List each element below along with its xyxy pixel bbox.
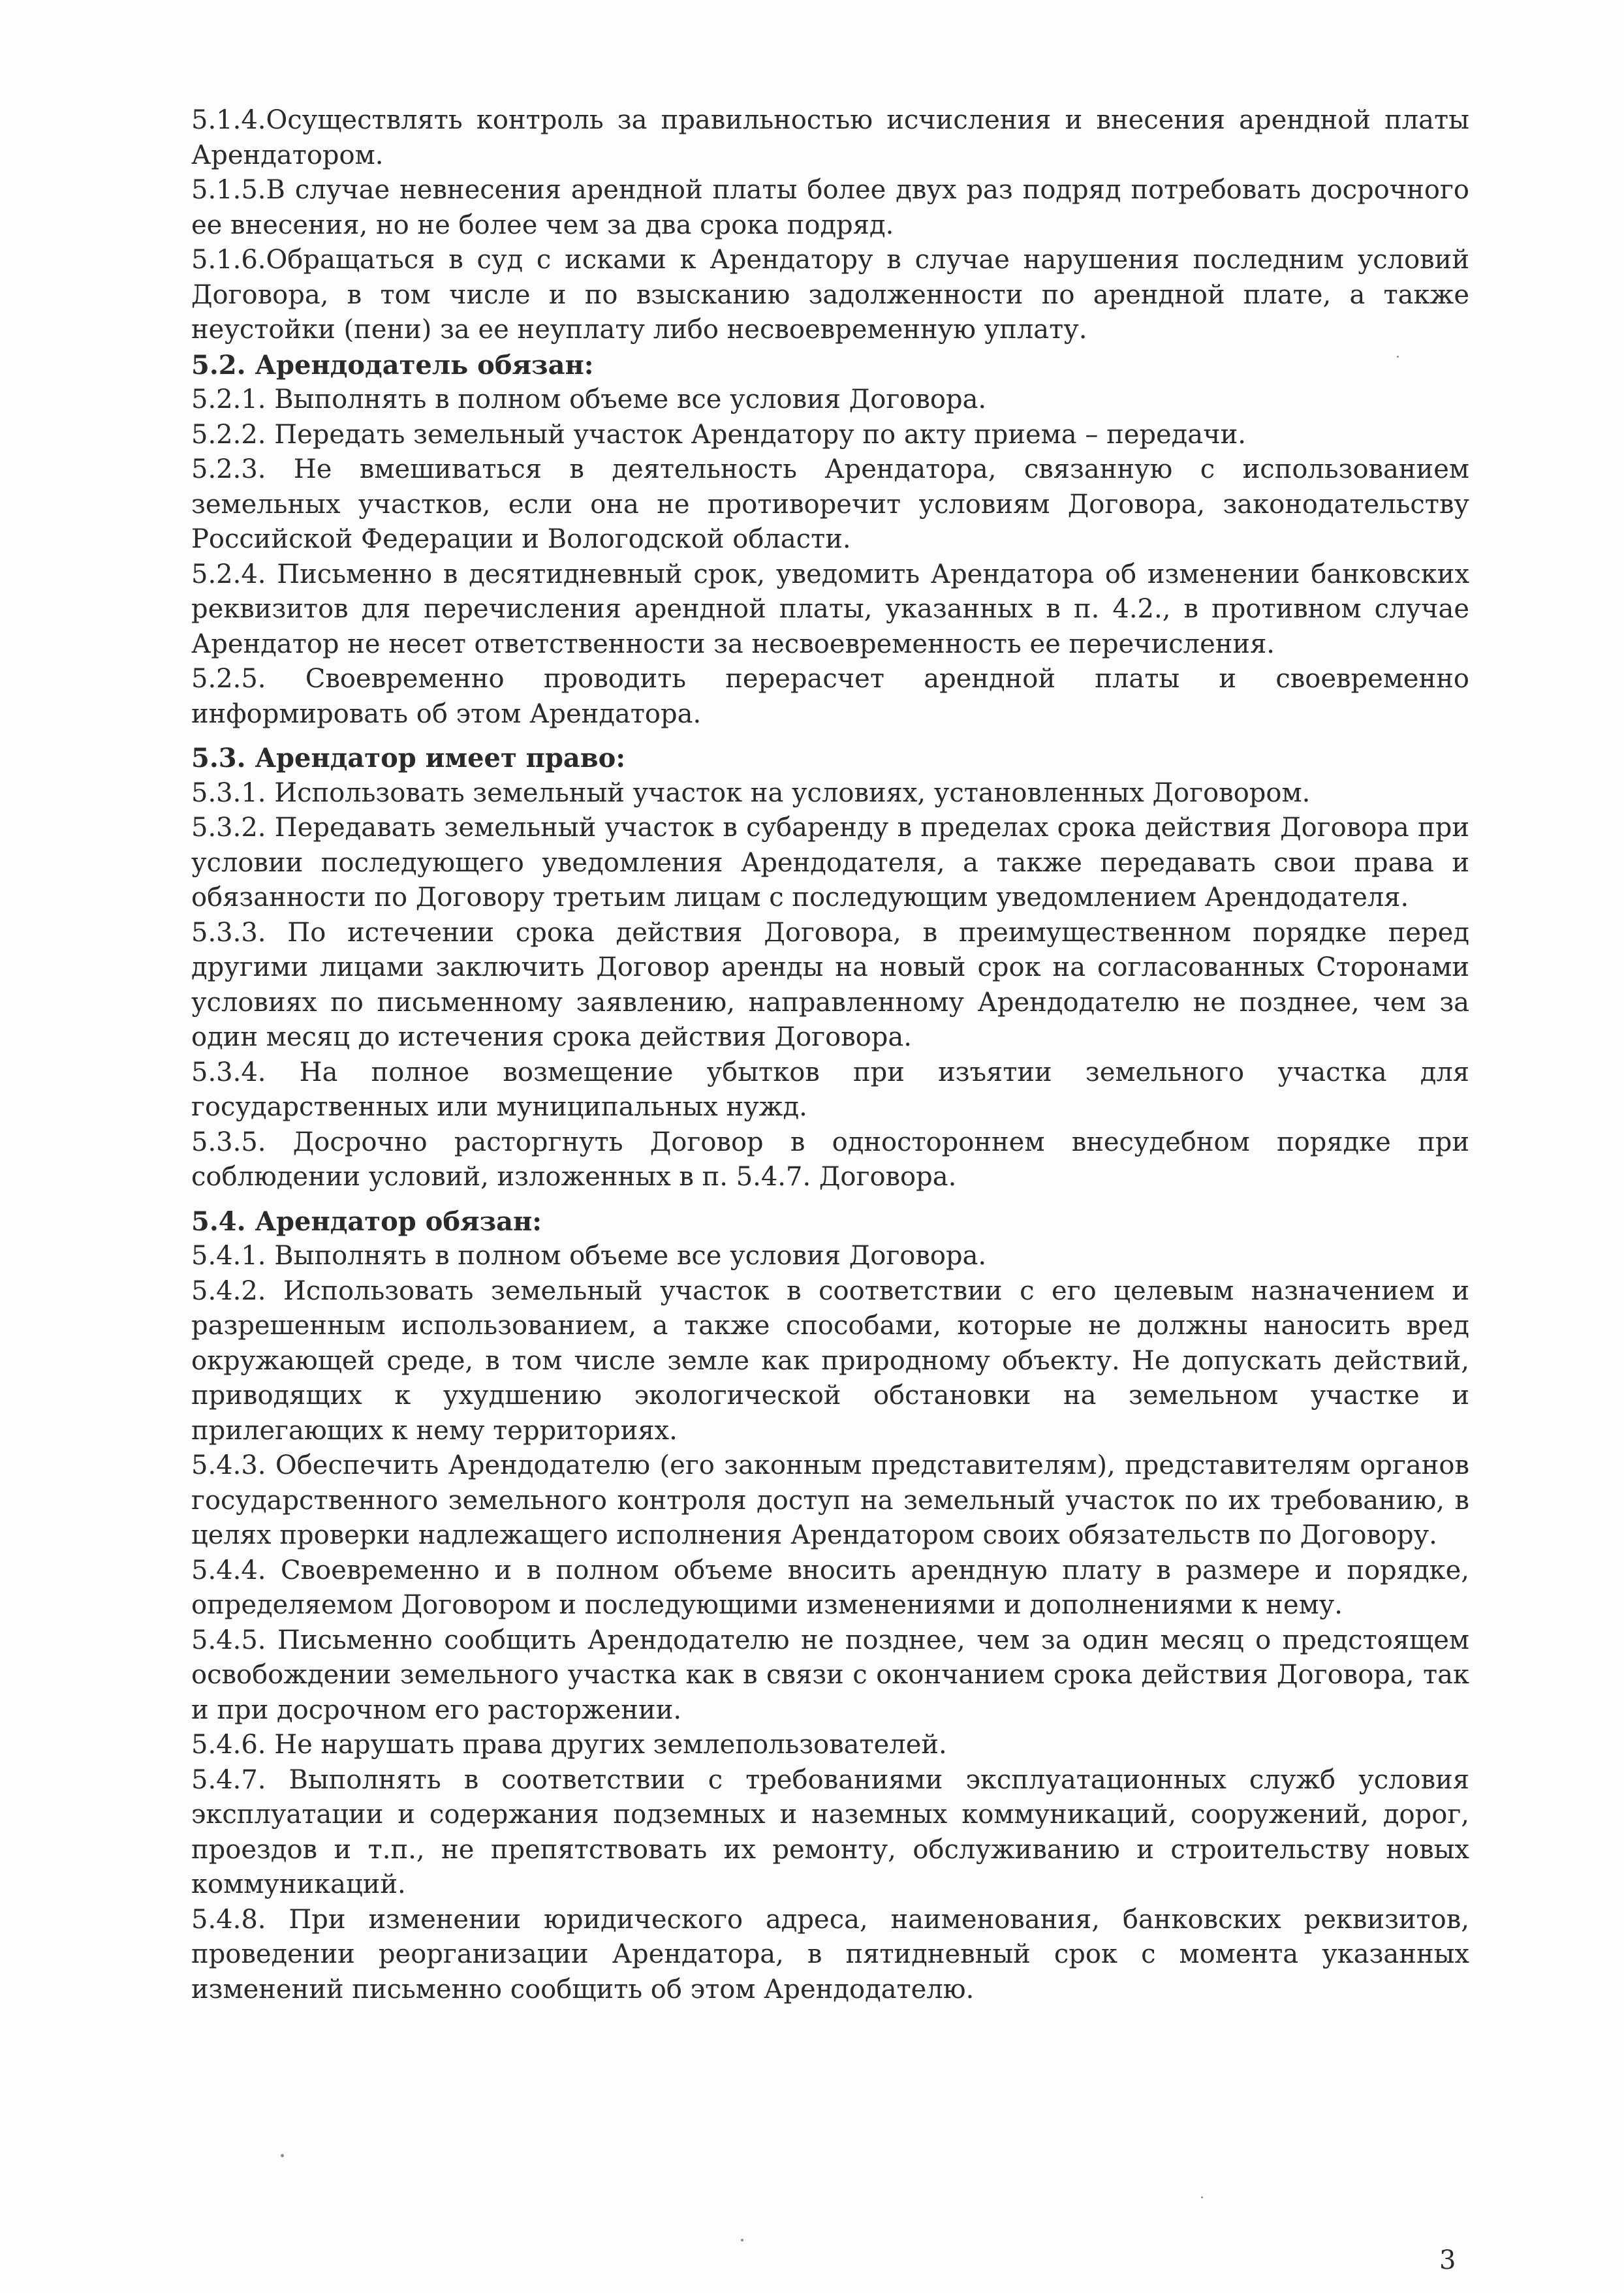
clause-5-2-1: 5.2.1. Выполнять в полном объеме все условия Договора. (191, 384, 987, 414)
clause-5-4-1: 5.4.1. Выполнять в полном объеме все условия Договора. (191, 1241, 987, 1271)
scan-speck (741, 2239, 743, 2241)
clause-5-4-2: 5.4.2. Использовать земельный участок в соответствии с его целевым назначением и разрешенным использованием, а также способами, которые не должны наносить вред окружающей среде, в том числе земле как природному объекту. Не допускать действий, приводящих к ухудшению экологической обстановки на земельном участке и прилегающих к нему территориях. (191, 1275, 1469, 1446)
clause-5-4-6: 5.4.6. Не нарушать права других землепользователей. (191, 1730, 947, 1760)
scan-speck (281, 2154, 284, 2157)
clause-5-2-5: 5.2.5. Своевременно проводить перерасчет арендной платы и своевременно информировать об этом Арендатора. (191, 664, 1469, 729)
clause-5-3-2: 5.3.2. Передавать земельный участок в субаренду в пределах срока действия Договора при условии последующего уведомления Арендодателя, а также передавать свои права и обязанности по Договору третьим лицам с последующим уведомлением Арендодателя. (191, 813, 1469, 913)
section-heading-5-3: 5.3. Арендатор имеет право: (191, 743, 626, 773)
clause-5-1-5: 5.1.5.В случае невнесения арендной платы более двух раз подряд потребовать досрочного ее внесения, но не более чем за два срока подряд. (191, 175, 1469, 240)
clause-5-3-4: 5.3.4. На полное возмещение убытков при изъятии земельного участка для государственных или муниципальных нужд. (191, 1057, 1469, 1122)
clause-5-4-5: 5.4.5. Письменно сообщить Арендодателю не позднее, чем за один месяц о предстоящем освобождении земельного участка как в связи с окончанием срока действия Договора, так и при досрочном его расторжении. (191, 1625, 1469, 1725)
clause-5-4-7: 5.4.7. Выполнять в соответствии с требованиями эксплуатационных служб условия эксплуатации и содержания подземных и наземных коммуникаций, сооружений, дорог, проездов и т.п., не препятствовать их ремонту, обслуживанию и строительству новых коммуникаций. (191, 1764, 1469, 1899)
clause-5-1-4: 5.1.4.Осуществлять контроль за правильностью исчисления и внесения арендной платы Арендатором. (191, 105, 1469, 170)
section-heading-5-2: 5.2. Арендодатель обязан: (191, 349, 594, 381)
scan-speck (1201, 2196, 1203, 2198)
clause-5-3-5: 5.3.5. Досрочно расторгнуть Договор в одностороннем внесудебном порядке при соблюдении условий, изложенных в п. 5.4.7. Договора. (191, 1127, 1469, 1192)
scan-speck (1397, 356, 1399, 358)
clause-5-3-3: 5.3.3. По истечении срока действия Договора, в преимущественном порядке перед другими лицами заключить Договор аренды на новый срок на согласованных Сторонами условиях по письменному заявлению, направленному Арендодателю не позднее, чем за один месяц до истечения срока действия Договора. (191, 917, 1469, 1052)
clause-5-3-1: 5.3.1. Использовать земельный участок на условиях, установленных Договором. (191, 777, 1311, 808)
clause-5-2-4: 5.2.4. Письменно в десятидневный срок, уведомить Арендатора об изменении банковских реквизитов для перечисления арендной платы, указанных в п. 4.2., в противном случае Арендатор не несет ответственности за несвоевременность ее перечисления. (191, 559, 1469, 659)
page-number: 3 (1439, 2245, 1456, 2275)
document-body (191, 103, 1469, 2007)
clause-5-4-4: 5.4.4. Своевременно и в полном объеме вносить арендную плату в размере и порядке, определяемом Договором и последующими изменениями и дополнениями к нему. (191, 1555, 1469, 1620)
clause-5-2-2: 5.2.2. Передать земельный участок Арендатору по акту приема – передачи. (191, 419, 1246, 450)
clause-5-1-6: 5.1.6.Обращаться в суд с исками к Арендатору в случае нарушения последним условий Договора, в том числе и по взысканию задолженности по арендной плате, а также неустойки (пени) за ее неуплату либо несвоевременную уплату. (191, 245, 1469, 345)
clause-5-2-3: 5.2.3. Не вмешиваться в деятельность Арендатора, связанную с использованием земельных участков, если она не противоречит условиям Договора, законодательству Российской Федерации и Вологодской области. (191, 454, 1469, 554)
section-heading-5-4: 5.4. Арендатор обязан: (191, 1206, 542, 1237)
clause-5-4-3: 5.4.3. Обеспечить Арендодателю (его законным представителям), представителям органов государственного земельного контроля доступ на земельный участок по их требованию, в целях проверки надлежащего исполнения Арендатором своих обязательств по Договору. (191, 1450, 1469, 1550)
clause-5-4-8: 5.4.8. При изменении юридического адреса, наименования, банковских реквизитов, проведении реорганизации Арендатора, в пятидневный срок с момента указанных изменений письменно сообщить об этом Арендодателю. (191, 1904, 1469, 2004)
